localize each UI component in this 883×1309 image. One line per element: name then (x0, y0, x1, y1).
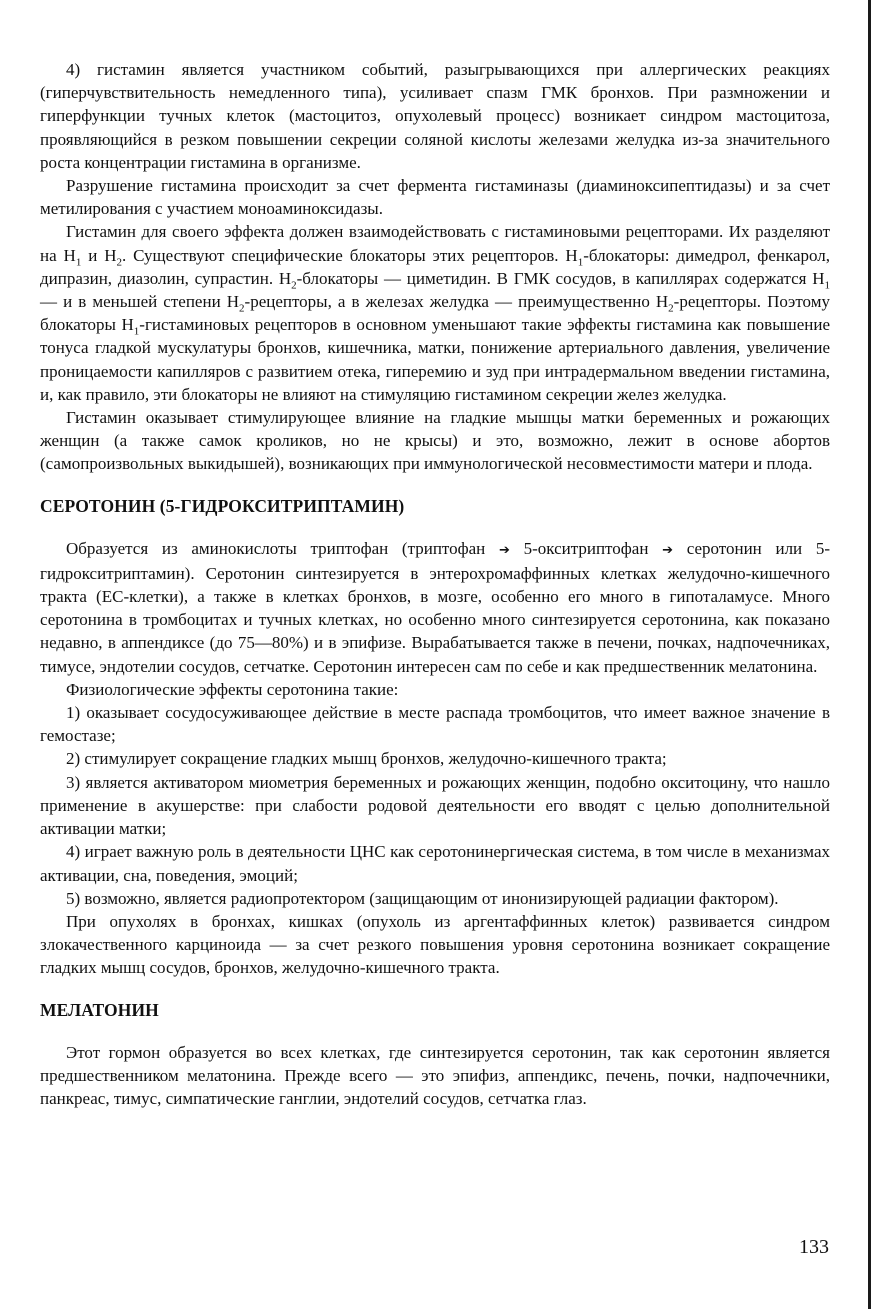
subscript: 1 (577, 256, 584, 269)
list-item-effect-3: 3) является активатором миометрия беременных и рожающих женщин, подобно окситоцину, что нашло применение в акушерстве: при слабости родовой деятельности его вводят с целью дополнительной активации матки; (40, 772, 830, 839)
subscript: 1 (75, 256, 82, 269)
page-body (40, 58, 830, 1110)
text-fragment: -гистаминовых рецепторов в основном уменьшают такие эффекты гистамина как повышение тонуса гладкой мускулатуры бронхов, кишечника, матки, понижение артериального давления, увеличение проницаемости капилляров с развитием отека, гиперемию и зуд при интрадермальном введении гистамина, и, как правило, эти блокаторы не влияют на стимуляцию гистамином секреции желез желудка. (40, 315, 830, 404)
list-item-effect-1: 1) оказывает сосудосуживающее действие в месте распада тромбоцитов, что имеет важное значение в гемостазе; (40, 703, 830, 746)
subscript: 1 (133, 325, 140, 338)
subscript: 2 (116, 256, 122, 269)
text-fragment: и H (81, 245, 117, 265)
text-fragment: . Существуют специфические блокаторы этих рецепторов. H (122, 245, 578, 265)
heading-serotonin: СЕРОТОНИН (5-ГИДРОКСИТРИПТАМИН) (40, 495, 405, 516)
arrow-icon: ➔ (662, 542, 674, 558)
text-fragment: -блокаторы: димедрол, фенкарол, дипразин, диазолин, супрастин. H (40, 245, 831, 288)
paragraph-histamine-receptors (40, 220, 830, 406)
subscript: 2 (291, 279, 297, 292)
text-fragment: Образуется из аминокислоты триптофан (триптофан (66, 538, 499, 558)
text-fragment: -рецепторы. Поэтому блокаторы H (40, 292, 830, 335)
paragraph-serotonin-tumor: При опухолях в бронхах, кишках (опухоль из аргентаффинных клеток) развивается синдром злокачественного карциноида — за счет резкого повышения уровня серотонина возникает сокращение гладких мышц сосудов, бронхов, желудочно-кишечного тракта. (40, 911, 830, 978)
text-fragment: — и в меньшей степени H (40, 292, 240, 312)
list-item-effect-4: 4) играет важную роль в деятельности ЦНС как серотонинергическая система, в том числе в механизмах активации, сна, поведения, эмоций; (40, 842, 830, 885)
page-number: 133 (799, 1236, 829, 1258)
paragraph-melatonin: Этот гормон образуется во всех клетках, где синтезируется серотонин, так как серотонин является предшественником мелатонина. Прежде всего — это эпифиз, аппендикс, печень, почки, надпочечники, панкреас, тимус, симпатические ганглии, эндотелий сосудов, сетчатка глаз. (40, 1042, 830, 1108)
subscript: 2 (668, 302, 674, 315)
paragraph-histamine-allergy: 4) гистамин является участником событий, разыгрывающихся при аллергических реакциях (гиперчувствительность немедленного типа), усиливает спазм ГМК бронхов. При размножении и гиперфункции тучных клеток (мастоцитоз, опухолевый процесс) возникает синдром мастоцитоза, проявляющийся в резком повышении секреции соляной кислоты железами желудка из-за значительного роста концентрации гистамина в организме. (40, 60, 830, 172)
paragraph-histamine-pregnancy: Гистамин оказывает стимулирующее влияние на гладкие мышцы матки беременных и рожающих женщин (а также самок кроликов, но не крысы) и это, возможно, лежит в основе абортов (самопроизвольных выкидышей), возникающих при иммунологической несовместимости матери и плода. (40, 408, 830, 474)
paragraph-histamine-destruction: Разрушение гистамина происходит за счет фермента гистаминазы (диаминоксипептидазы) и за счет метилирования с участием моноаминоксидазы. (40, 176, 830, 219)
text-fragment: серотонин или 5-гидрокситриптамин). Серотонин синтезируется в энтерохромаффинных клетках желудочно-кишечного тракта (ЕС-клетки), а также в клетках бронхов, в мозге, особенно его много в гипоталамусе. Много серотонина в тромбоцитах и тучных клетках, но особенно много синтезируется серотонина, как показано недавно, в аппендиксе (до 75—80%) и в эпифизе. Вырабатывается также в печени, почках, надпочечниках, тимусе, эндотелии сосудов, сетчатке. Серотонин интересен сам по себе и как предшественник мелатонина. (40, 538, 830, 676)
subscript: 1 (824, 279, 831, 292)
list-item-effect-2: 2) стимулирует сокращение гладких мышц бронхов, желудочно-кишечного тракта; (66, 749, 667, 769)
heading-melatonin: МЕЛАТОНИН (40, 999, 159, 1020)
subscript: 2 (239, 302, 245, 315)
paragraph-serotonin-effects-intro: Физиологические эффекты серотонина такие: (66, 679, 399, 699)
scan-edge-line (868, 0, 871, 1309)
text-fragment: -блокаторы — циметидин. В ГМК сосудов, в капиллярах содержатся H (296, 268, 825, 288)
arrow-icon: ➔ (498, 542, 510, 558)
text-fragment: -рецепторы, а в железах желудка — преимущественно H (244, 292, 669, 312)
list-item-effect-5: 5) возможно, является радиопротектором (защищающим от инонизирующей радиации фактором). (66, 888, 779, 908)
paragraph-serotonin-intro (40, 537, 830, 678)
text-fragment: Гистамин для своего эффекта должен взаимодействовать с гистаминовыми рецепторами. Их разделяют на H (40, 222, 830, 265)
text-fragment: 5-окситриптофан (509, 538, 663, 558)
